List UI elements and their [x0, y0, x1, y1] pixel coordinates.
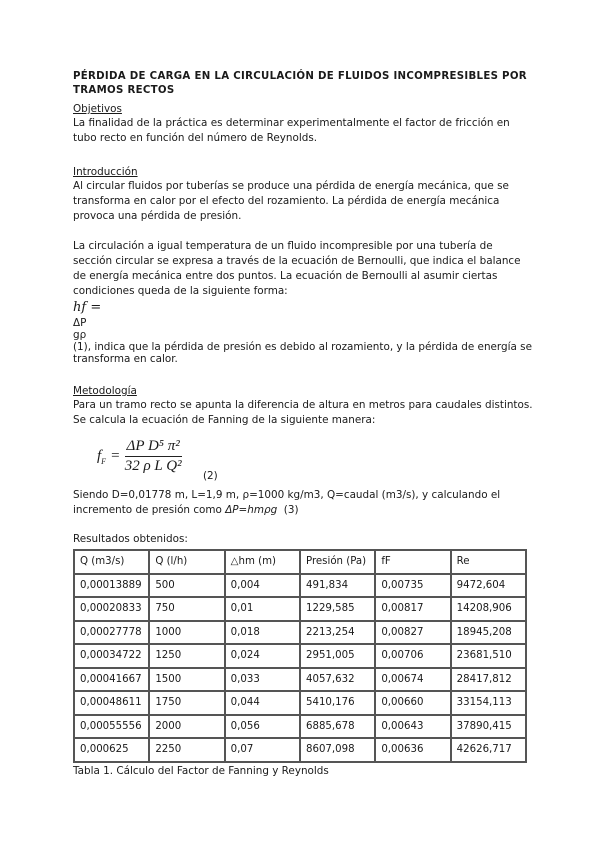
introduccion-paragraph-1: Al circular fluidos por tuberías se produce una pérdida de energía mecánica, que se transforma en calor por el efecto del rozamiento. La pérdida de energía mecánica provoca una pérdida de presión. [73, 180, 509, 222]
cell-ff: 0,00660 [375, 691, 450, 715]
cell-delta-hm: 0,004 [225, 574, 300, 598]
cell-re: 28417,812 [451, 668, 526, 692]
fanning-fraction [125, 438, 182, 475]
header-cell-presion: Presión (Pa) [300, 550, 375, 574]
cell-re: 18945,208 [451, 621, 526, 645]
cell-re: 9472,604 [451, 574, 526, 598]
fanning-denominator: 32 ρ L Q² [124, 458, 182, 474]
metodologia-text: Para un tramo recto se apunta la diferencia de altura en metros para caudales distintos. Se calcula la ecuación de Fanning de la siguiente manera: [73, 399, 533, 426]
table-row [74, 668, 526, 692]
cell-q-lh: 1750 [149, 691, 224, 715]
table-row [74, 715, 526, 739]
cell-q-m3s: 0,00013889 [74, 574, 149, 598]
fanning-equation [97, 438, 182, 475]
document-title: PÉRDIDA DE CARGA EN LA CIRCULACIÓN DE FLUIDOS INCOMPRESIBLES POR TRAMOS RECTOS [73, 71, 527, 96]
cell-re: 23681,510 [451, 644, 526, 668]
cell-q-m3s: 0,00041667 [74, 668, 149, 692]
cell-delta-hm: 0,044 [225, 691, 300, 715]
cell-delta-hm: 0,01 [225, 597, 300, 621]
section-heading-metodologia: Metodología [73, 385, 137, 397]
cell-q-lh: 2250 [149, 738, 224, 762]
fanning-numerator: ΔP D⁵ π² [125, 438, 182, 457]
section-heading-introduccion: Introducción [73, 166, 138, 178]
header-cell-q-lh: Q (l/h) [149, 550, 224, 574]
cell-delta-hm: 0,018 [225, 621, 300, 645]
results-label: Resultados obtenidos: [73, 533, 188, 545]
equation-1-denominator: gρ [73, 329, 87, 341]
cell-q-m3s: 0,00048611 [74, 691, 149, 715]
cell-q-lh: 500 [149, 574, 224, 598]
table-row [74, 574, 526, 598]
cell-presion: 8607,098 [300, 738, 375, 762]
cell-re: 42626,717 [451, 738, 526, 762]
table-row [74, 691, 526, 715]
header-cell-re: Re [451, 550, 526, 574]
cell-presion: 6885,678 [300, 715, 375, 739]
cell-ff: 0,00735 [375, 574, 450, 598]
table-row [74, 597, 526, 621]
objetivos-text: La finalidad de la práctica es determinar experimentalmente el factor de fricción en tubo recto en función del número de Reynolds. [73, 117, 510, 144]
table-row [74, 738, 526, 762]
cell-q-m3s: 0,00020833 [74, 597, 149, 621]
cell-ff: 0,00817 [375, 597, 450, 621]
cell-delta-hm: 0,056 [225, 715, 300, 739]
cell-q-lh: 1500 [149, 668, 224, 692]
results-table [73, 549, 527, 763]
header-cell-q-m3s: Q (m3/s) [74, 550, 149, 574]
cell-delta-hm: 0,024 [225, 644, 300, 668]
introduccion-paragraph-2: La circulación a igual temperatura de un fluido incompresible por una tubería de sección circular se expresa a través de la ecuación de Bernoulli, que indica el balance de energía mecánica entre dos puntos. La ecuación de Bernoulli al asumir ciertas condiciones queda de la siguiente forma: [73, 240, 521, 297]
cell-q-m3s: 0,00034722 [74, 644, 149, 668]
header-cell-ff: fF [375, 550, 450, 574]
cell-q-lh: 2000 [149, 715, 224, 739]
fanning-lhs: $f_F$ [97, 447, 107, 466]
cell-delta-hm: 0,033 [225, 668, 300, 692]
table-row [74, 621, 526, 645]
cell-ff: 0,00674 [375, 668, 450, 692]
cell-ff: 0,00636 [375, 738, 450, 762]
document-page [73, 70, 533, 778]
cell-presion: 4057,632 [300, 668, 375, 692]
cell-presion: 2213,254 [300, 621, 375, 645]
fanning-equals: = [111, 448, 120, 464]
parameters-text: Siendo D=0,01778 m, L=1,9 m, ρ=1000 kg/m3, Q=caudal (m3/s), y calculando el incremento de presión como [73, 489, 501, 516]
equation-1-line [73, 299, 533, 317]
metodologia-parameters [73, 488, 533, 518]
table-header-row [74, 550, 526, 574]
cell-delta-hm: 0,07 [225, 738, 300, 762]
cell-ff: 0,00643 [375, 715, 450, 739]
section-heading-objetivos: Objetivos [73, 103, 122, 115]
cell-re: 33154,113 [451, 691, 526, 715]
equation-1-numerator: ΔP [73, 317, 87, 329]
cell-ff: 0,00827 [375, 621, 450, 645]
equation-1-description: (1), indica que la pérdida de presión es debido al rozamiento, y la pérdida de energía se transforma en calor. [73, 341, 532, 365]
equation-2-label: (2) [203, 470, 218, 482]
cell-re: 14208,906 [451, 597, 526, 621]
cell-q-lh: 1250 [149, 644, 224, 668]
cell-q-lh: 750 [149, 597, 224, 621]
cell-ff: 0,00706 [375, 644, 450, 668]
cell-q-m3s: 0,000625 [74, 738, 149, 762]
header-cell-delta-hm: △hm (m) [225, 550, 300, 574]
cell-re: 37890,415 [451, 715, 526, 739]
table-row [74, 644, 526, 668]
cell-presion: 2951,005 [300, 644, 375, 668]
cell-q-m3s: 0,00055556 [74, 715, 149, 739]
cell-presion: 5410,176 [300, 691, 375, 715]
equation-3: ΔP=hmρg [225, 504, 278, 516]
equation-2 [73, 430, 533, 488]
equation-3-label: (3) [277, 504, 299, 516]
cell-q-m3s: 0,00027778 [74, 621, 149, 645]
cell-presion: 491,834 [300, 574, 375, 598]
equation-1-lhs: hf = [73, 300, 102, 315]
cell-presion: 1229,585 [300, 597, 375, 621]
table-caption: Tabla 1. Cálculo del Factor de Fanning y Reynolds [73, 764, 329, 777]
cell-q-lh: 1000 [149, 621, 224, 645]
